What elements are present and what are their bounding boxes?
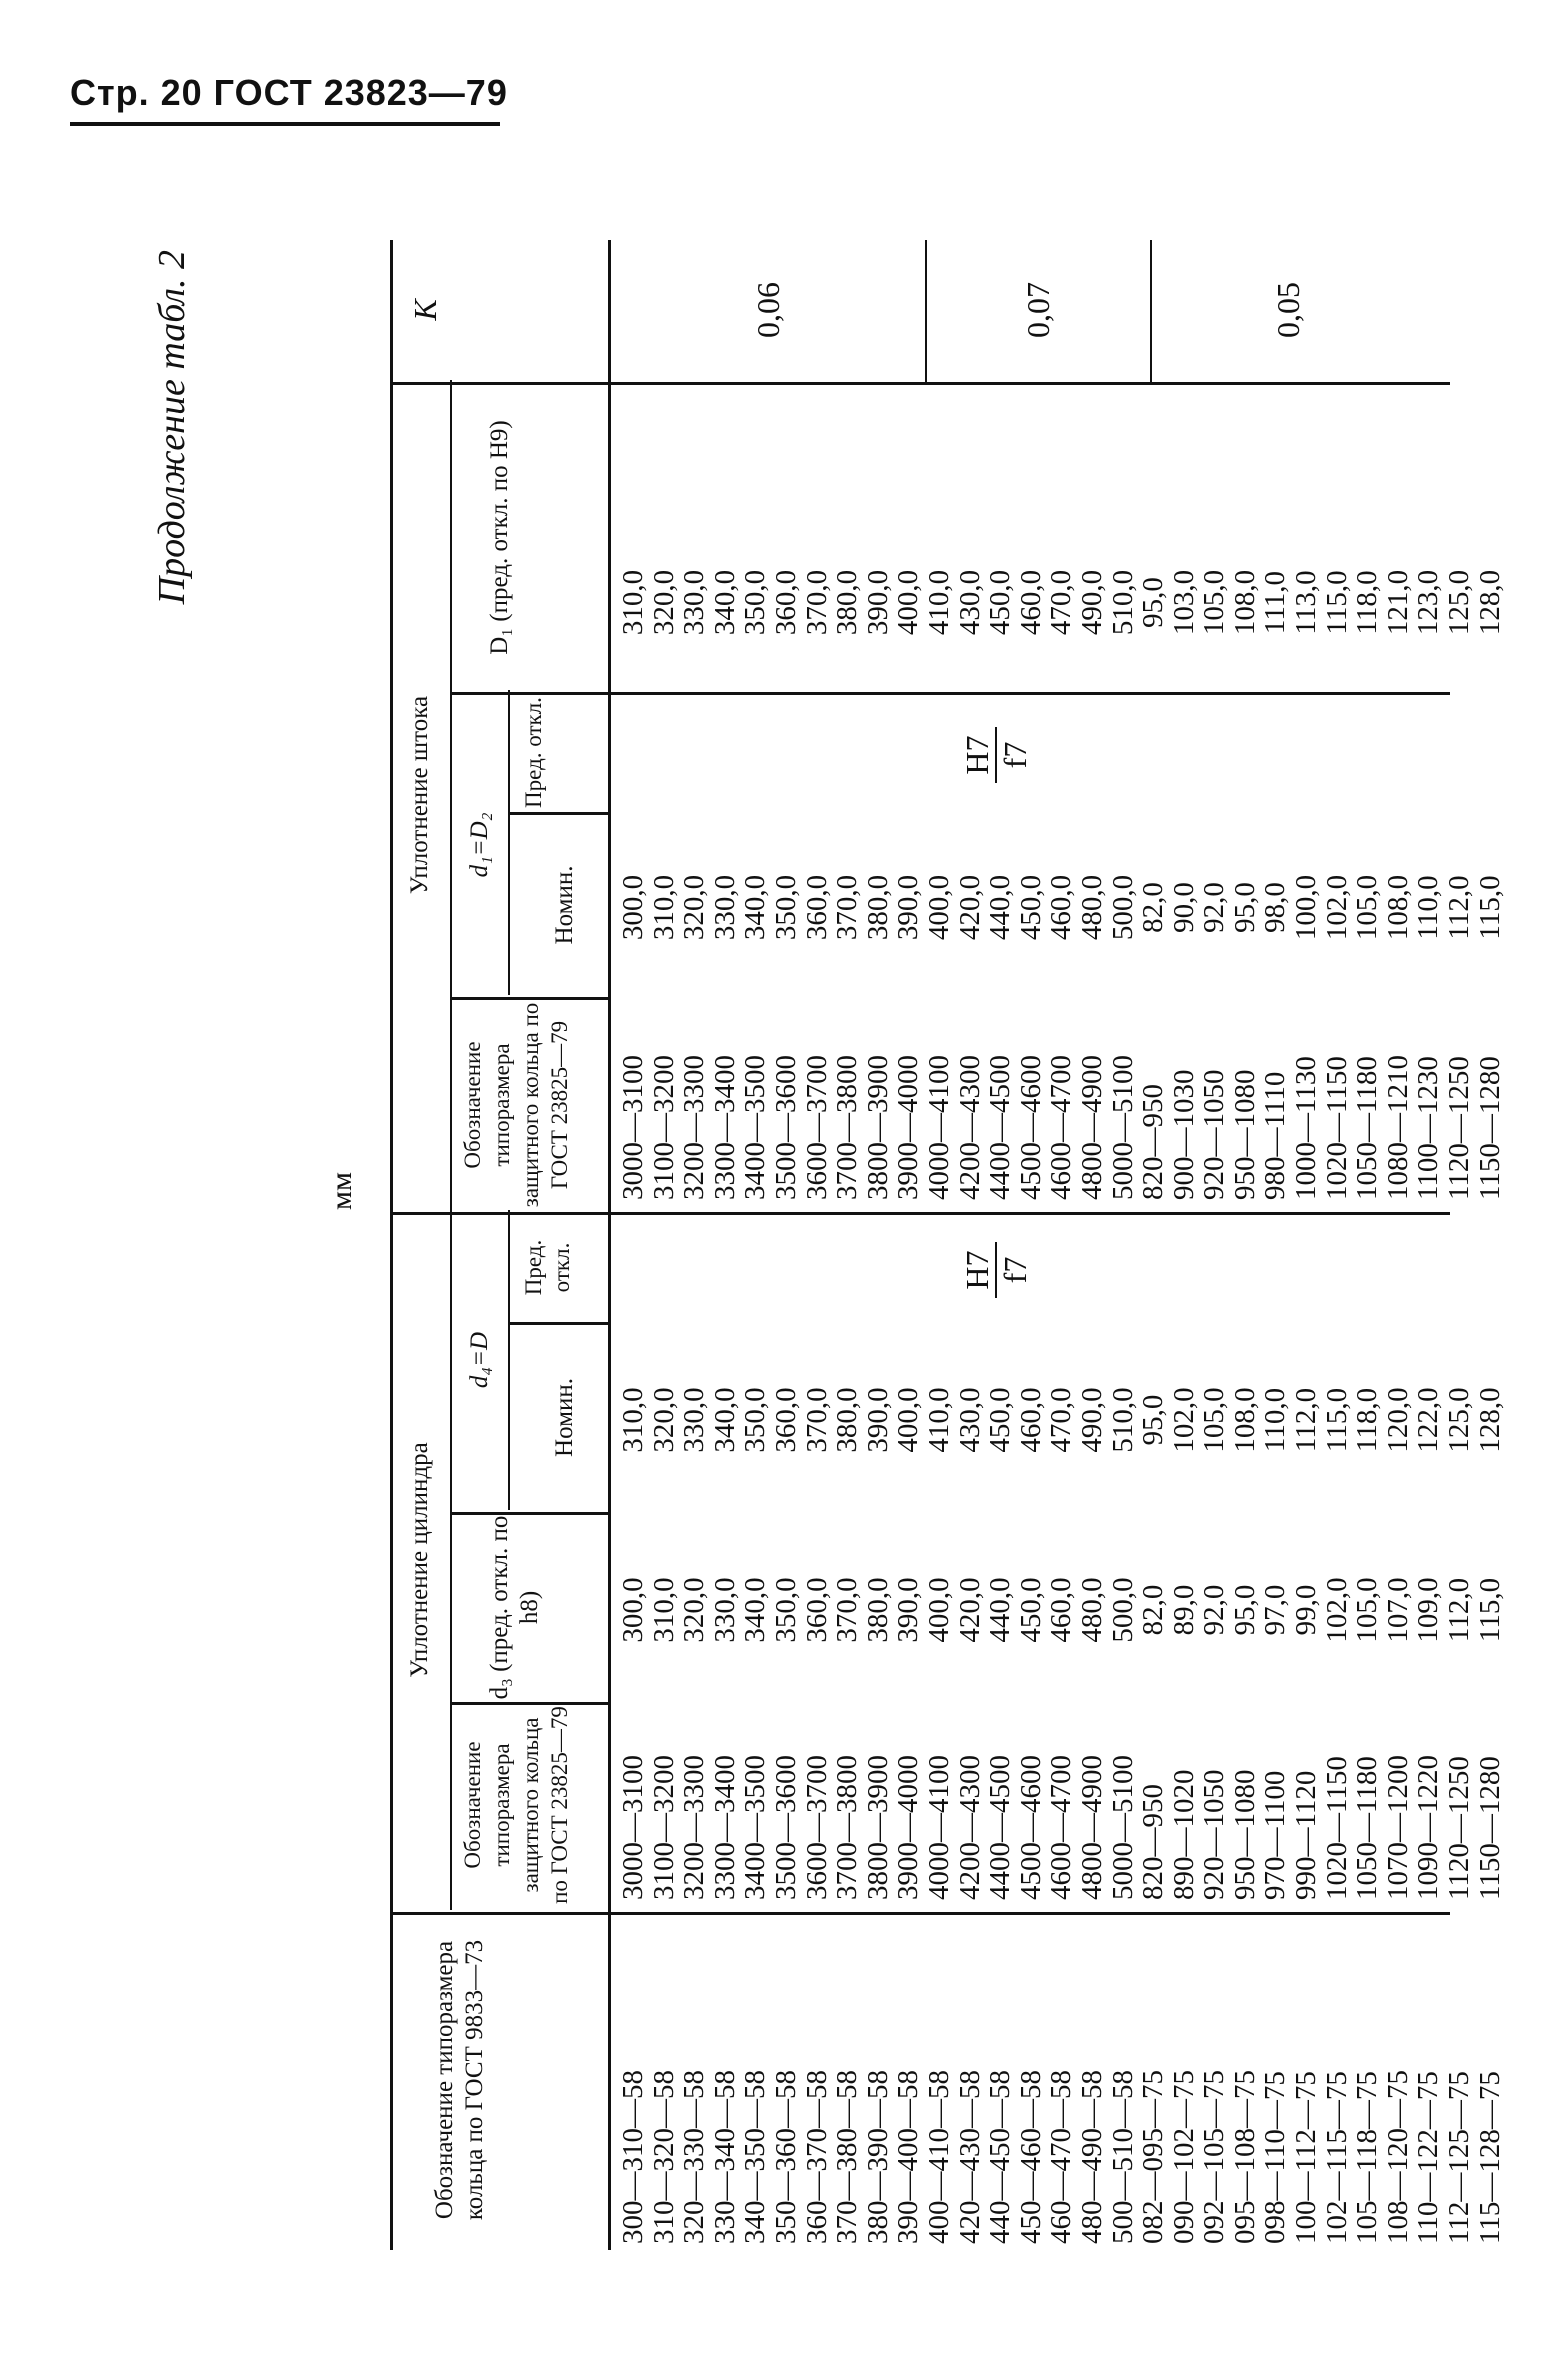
k-separator-1 xyxy=(925,240,927,382)
table-cell: 360—370—58 xyxy=(800,2070,833,2244)
vrule-9 xyxy=(390,382,1450,385)
table-cell: 440,0 xyxy=(984,1577,1017,1643)
table-cell: 090—102—75 xyxy=(1167,2070,1200,2244)
table-cell: 1080—1210 xyxy=(1381,1055,1414,1200)
table-cell: 110—122—75 xyxy=(1412,2071,1445,2244)
table-cell: 3200—3300 xyxy=(678,1055,711,1200)
table-cell: 990—1120 xyxy=(1290,1770,1323,1900)
table-cell: 890—1020 xyxy=(1167,1769,1200,1900)
table-cell: 370,0 xyxy=(831,1577,864,1643)
column-d1-nomin xyxy=(618,820,1505,995)
table-cell: 310,0 xyxy=(647,874,680,941)
table-cell: 390—400—58 xyxy=(892,2070,925,2244)
table-cell: 121,0 xyxy=(1381,569,1414,636)
table-cell: 128,0 xyxy=(1473,1387,1506,1453)
table-cell: 950—1080 xyxy=(1228,1769,1261,1900)
table-cell: 470,0 xyxy=(1045,569,1078,636)
d4-rule xyxy=(508,1210,510,1510)
table-cell: 310—320—58 xyxy=(647,2070,680,2244)
table-cell: 320,0 xyxy=(647,569,680,636)
table-cell: 450,0 xyxy=(984,1387,1017,1453)
table-cell: 360,0 xyxy=(800,1577,833,1643)
header-bottom-rule xyxy=(608,240,611,2250)
table-cell: 340—350—58 xyxy=(739,2070,772,2244)
table-cell: 115,0 xyxy=(1473,1577,1506,1643)
table-cell: 105,0 xyxy=(1198,1387,1231,1453)
table-cell: 500,0 xyxy=(1106,874,1139,941)
table-cell: 125,0 xyxy=(1443,1387,1476,1453)
header-tol-rod: Пред. откл. xyxy=(521,697,546,808)
group-rule xyxy=(450,380,452,1910)
unit-label: мм xyxy=(325,1172,358,1210)
table-cell: 3700—3800 xyxy=(831,1055,864,1200)
table-cell: 4200—4300 xyxy=(953,1755,986,1900)
table-caption: Продолжение табл. 2 xyxy=(151,250,193,605)
table-cell: 103,0 xyxy=(1167,569,1200,636)
table-cell: 115,0 xyxy=(1473,875,1506,940)
table-cell: 118,0 xyxy=(1351,570,1384,635)
table-cell: 420,0 xyxy=(953,874,986,941)
table-cell: 490,0 xyxy=(1075,1387,1108,1453)
table-cell: 3300—3400 xyxy=(708,1755,741,1900)
table-cell: 123,0 xyxy=(1412,569,1445,636)
table-cell: 1020—1150 xyxy=(1320,1756,1353,1900)
table-cell: 340,0 xyxy=(739,1577,772,1643)
table-cell: 111,0 xyxy=(1259,570,1292,635)
table-cell: 460,0 xyxy=(1045,874,1078,941)
table-cell: 380,0 xyxy=(831,1387,864,1453)
table-cell: 460—470—58 xyxy=(1045,2070,1078,2244)
table-cell: 300—310—58 xyxy=(617,2070,649,2244)
table-cell: 3500—3600 xyxy=(769,1755,802,1900)
table-cell: 3000—3100 xyxy=(617,1755,649,1900)
table-cell: 430,0 xyxy=(953,1387,986,1453)
table-cell: 110,0 xyxy=(1412,875,1445,940)
table-cell: 4600—4700 xyxy=(1045,1755,1078,1900)
table-cell: 4500—4600 xyxy=(1014,1055,1047,1200)
table-cell: 1120—1250 xyxy=(1443,1756,1476,1900)
table-cell: 4800—4900 xyxy=(1075,1755,1108,1900)
table-cell: 3900—4000 xyxy=(892,1755,925,1900)
table-cell: 1000—1130 xyxy=(1290,1056,1323,1200)
table-cell: 102—115—75 xyxy=(1320,2071,1353,2244)
table-cell: 950—1080 xyxy=(1228,1069,1261,1200)
table-cell: 3900—4000 xyxy=(892,1055,925,1200)
table-cell: 107,0 xyxy=(1381,1577,1414,1643)
page-header: Стр. 20 ГОСТ 23823—79 xyxy=(70,72,508,113)
table-cell: 92,0 xyxy=(1198,1584,1231,1636)
table-cell: 3200—3300 xyxy=(678,1755,711,1900)
table-cell: 440—450—58 xyxy=(984,2070,1017,2244)
k-separator-2 xyxy=(1150,240,1152,382)
table-cell: 350,0 xyxy=(739,569,772,636)
table-cell: 510,0 xyxy=(1106,1387,1139,1453)
tolerance-rod-bottom: f7 xyxy=(997,741,1033,769)
table-cell: 4800—4900 xyxy=(1075,1055,1108,1200)
table-cell: 920—1050 xyxy=(1198,1769,1231,1900)
header-d3: d₃ (пред. откл. по h8) xyxy=(486,1515,543,1700)
table-cell: 450,0 xyxy=(1014,1577,1047,1643)
table-cell: 500,0 xyxy=(1106,1577,1139,1643)
table-cell: 480—490—58 xyxy=(1075,2070,1108,2244)
table-cell: 300,0 xyxy=(617,874,649,941)
tolerance-rod xyxy=(960,715,1032,795)
table-cell: 820—950 xyxy=(1137,1084,1170,1200)
table-cell: 108—120—75 xyxy=(1381,2070,1414,2244)
table-cell: 108,0 xyxy=(1381,874,1414,941)
table-cell: 118,0 xyxy=(1351,1387,1384,1453)
tolerance-rod-top: H7 xyxy=(959,735,995,775)
table-cell: 450,0 xyxy=(984,569,1017,636)
rotated-table-page xyxy=(150,240,1506,2250)
table-cell: 90,0 xyxy=(1167,882,1200,933)
table-cell: 4000—4100 xyxy=(922,1755,955,1900)
table-cell: 340,0 xyxy=(708,1387,741,1453)
table-cell: 3400—3500 xyxy=(739,1755,772,1900)
table-top-rule xyxy=(390,240,393,2250)
table-cell: 400,0 xyxy=(892,569,925,636)
table-cell: 380,0 xyxy=(861,874,894,941)
table-cell: 082—095—75 xyxy=(1137,2070,1170,2244)
table-cell: 350,0 xyxy=(739,1387,772,1453)
table-cell: 300,0 xyxy=(617,1577,649,1643)
table-cell: 400,0 xyxy=(922,874,955,941)
table-cell: 4500—4600 xyxy=(1014,1755,1047,1900)
table-cell: 400,0 xyxy=(922,1577,955,1643)
table-cell: 350,0 xyxy=(769,874,802,941)
column-d4-nomin xyxy=(618,1330,1505,1510)
table-cell: 370,0 xyxy=(831,874,864,941)
table-cell: 3400—3500 xyxy=(739,1055,772,1200)
table-cell: 450—460—58 xyxy=(1014,2070,1047,2244)
table-cell: 105,0 xyxy=(1351,1577,1384,1643)
table-cell: 390,0 xyxy=(892,1577,925,1643)
tolerance-cyl xyxy=(960,1230,1032,1310)
table-cell: 470,0 xyxy=(1045,1387,1078,1453)
header-protective-cyl: Обозначение типоразмера защитного кольца по ГОСТ 23825—79 xyxy=(460,1706,572,1904)
table-cell: 920—1050 xyxy=(1198,1069,1231,1200)
table-cell: 360,0 xyxy=(769,569,802,636)
table-cell: 3100—3200 xyxy=(647,1755,680,1900)
table-cell: 820—950 xyxy=(1137,1784,1170,1900)
table-cell: 330,0 xyxy=(708,874,741,941)
table-cell: 102,0 xyxy=(1320,874,1353,941)
table-cell: 310,0 xyxy=(617,1387,649,1453)
table-cell: 970—1100 xyxy=(1259,1770,1292,1900)
table-cell: 390,0 xyxy=(892,874,925,941)
table-cell: 115,0 xyxy=(1320,570,1353,635)
table-cell: 4600—4700 xyxy=(1045,1055,1078,1200)
k-value-3: 0,05 xyxy=(1270,282,1306,338)
table-cell: 320,0 xyxy=(678,1577,711,1643)
column-ring-designation xyxy=(618,1914,1505,2250)
table-cell: 108,0 xyxy=(1228,569,1261,636)
table-cell: 3600—3700 xyxy=(800,1055,833,1200)
table-cell: 5000—5100 xyxy=(1106,1755,1139,1900)
table-cell: 112,0 xyxy=(1443,1577,1476,1643)
k-value-2: 0,07 xyxy=(1020,282,1056,338)
table-cell: 440,0 xyxy=(984,874,1017,941)
table-cell: 4400—4500 xyxy=(984,1755,1017,1900)
table-cell: 113,0 xyxy=(1290,570,1323,635)
table-cell: 92,0 xyxy=(1198,882,1231,933)
header-rod-group: Уплотнение штока xyxy=(406,695,433,895)
table-cell: 360,0 xyxy=(769,1387,802,1453)
table-cell: 980—1110 xyxy=(1259,1071,1292,1200)
table-cell: 460,0 xyxy=(1014,1387,1047,1453)
table-cell: 3800—3900 xyxy=(861,1755,894,1900)
table-cell: 480,0 xyxy=(1075,1577,1108,1643)
tolerance-cyl-bottom: f7 xyxy=(997,1256,1033,1284)
table-cell: 3100—3200 xyxy=(647,1055,680,1200)
header-tol-cyl: Пред. откл. xyxy=(521,1239,574,1296)
table-cell: 092—105—75 xyxy=(1198,2070,1231,2244)
table-cell: 460,0 xyxy=(1045,1577,1078,1643)
table-cell: 310,0 xyxy=(647,1577,680,1643)
table-cell: 350,0 xyxy=(769,1577,802,1643)
table-cell: 112,0 xyxy=(1443,875,1476,940)
tolerance-cyl-top: H7 xyxy=(959,1250,995,1290)
table-cell: 100,0 xyxy=(1290,874,1323,941)
table-cell: 112—125—75 xyxy=(1443,2071,1476,2244)
table-cell: 99,0 xyxy=(1290,1584,1323,1636)
table-cell: 330,0 xyxy=(678,1387,711,1453)
table-cell: 340,0 xyxy=(708,569,741,636)
table-cell: 110,0 xyxy=(1259,1387,1292,1453)
table-cell: 109,0 xyxy=(1412,1577,1445,1643)
table-cell: 120,0 xyxy=(1381,1387,1414,1453)
table-cell: 1050—1180 xyxy=(1351,1756,1384,1900)
table-cell: 112,0 xyxy=(1290,1387,1323,1453)
table-cell: 1070—1200 xyxy=(1381,1755,1414,1900)
table-cell: 3000—3100 xyxy=(617,1055,649,1200)
table-cell: 95,0 xyxy=(1137,577,1170,628)
table-cell: 1120—1250 xyxy=(1443,1056,1476,1200)
table-cell: 370,0 xyxy=(800,569,833,636)
table-cell: 430,0 xyxy=(953,569,986,636)
header-cylinder-group: Уплотнение цилиндра xyxy=(406,1442,433,1678)
table-cell: 400,0 xyxy=(892,1387,925,1453)
table-cell: 95,0 xyxy=(1228,882,1261,933)
table-cell: 360,0 xyxy=(800,874,833,941)
header-nomin-cyl: Номин. xyxy=(551,1378,578,1457)
table-cell: 100—112—75 xyxy=(1290,2071,1323,2244)
column-protective-rod xyxy=(618,995,1505,1210)
table-cell: 108,0 xyxy=(1228,1387,1261,1453)
table-cell: 98,0 xyxy=(1259,882,1292,933)
table-cell: 1150—1280 xyxy=(1473,1756,1506,1900)
k-value-1: 0,06 xyxy=(750,282,786,338)
table-cell: 330,0 xyxy=(678,569,711,636)
table-cell: 490,0 xyxy=(1075,569,1108,636)
header-D1: D₁ (пред. откл. по H9) xyxy=(486,420,513,655)
table-cell: 95,0 xyxy=(1137,1394,1170,1446)
table-cell: 128,0 xyxy=(1473,569,1506,636)
table-cell: 350—360—58 xyxy=(769,2070,802,2244)
table-cell: 420,0 xyxy=(953,1577,986,1643)
table-cell: 4000—4100 xyxy=(922,1055,955,1200)
table-cell: 390,0 xyxy=(861,569,894,636)
table-cell: 1050—1180 xyxy=(1351,1056,1384,1200)
table-cell: 115—128—75 xyxy=(1473,2071,1506,2244)
table-cell: 102,0 xyxy=(1320,1577,1353,1643)
table-cell: 320,0 xyxy=(647,1387,680,1453)
table-cell: 320—330—58 xyxy=(678,2070,711,2244)
table-cell: 82,0 xyxy=(1137,1584,1170,1636)
table-cell: 1020—1150 xyxy=(1320,1056,1353,1200)
table-cell: 310,0 xyxy=(617,569,649,636)
table-cell: 82,0 xyxy=(1137,882,1170,933)
table-cell: 115,0 xyxy=(1320,1387,1353,1453)
table-cell: 370—380—58 xyxy=(831,2070,864,2244)
table-cell: 400—410—58 xyxy=(922,2070,955,2244)
table-cell: 510,0 xyxy=(1106,569,1139,636)
table-cell: 380,0 xyxy=(861,1577,894,1643)
header-d4D: d₄=D xyxy=(466,1331,493,1389)
table-cell: 370,0 xyxy=(800,1387,833,1453)
vrule-8 xyxy=(450,692,1450,695)
column-D1 xyxy=(618,515,1505,690)
header-protective-rod: Обозначение типоразмера защитного кольца по ГОСТ 23825—79 xyxy=(460,1002,572,1208)
table-cell: 3700—3800 xyxy=(831,1755,864,1900)
header-nomin-rod: Номин. xyxy=(551,865,578,945)
table-cell: 500—510—58 xyxy=(1106,2070,1139,2244)
table-cell: 480,0 xyxy=(1075,874,1108,941)
table-cell: 420—430—58 xyxy=(953,2070,986,2244)
table-cell: 098—110—75 xyxy=(1259,2071,1292,2244)
table-cell: 330,0 xyxy=(708,1577,741,1643)
table-cell: 89,0 xyxy=(1167,1584,1200,1636)
table-cell: 1090—1220 xyxy=(1412,1755,1445,1900)
table-cell: 320,0 xyxy=(678,874,711,941)
table-cell: 330—340—58 xyxy=(708,2070,741,2244)
table-cell: 105—118—75 xyxy=(1351,2071,1384,2244)
table-cell: 4200—4300 xyxy=(953,1055,986,1200)
table-cell: 900—1030 xyxy=(1167,1069,1200,1200)
table-cell: 450,0 xyxy=(1014,874,1047,941)
header-rule xyxy=(70,122,500,126)
table-cell: 3800—3900 xyxy=(861,1055,894,1200)
table-cell: 5000—5100 xyxy=(1106,1055,1139,1200)
table-cell: 1100—1230 xyxy=(1412,1056,1445,1200)
table-cell: 410,0 xyxy=(922,1387,955,1453)
table-cell: 410,0 xyxy=(922,569,955,636)
table-cell: 95,0 xyxy=(1228,1584,1261,1636)
table-cell: 390,0 xyxy=(861,1387,894,1453)
header-d1D2: d₁=D₂ xyxy=(466,812,493,878)
table-cell: 122,0 xyxy=(1412,1387,1445,1453)
table-cell: 380,0 xyxy=(831,569,864,636)
table-cell: 1150—1280 xyxy=(1473,1056,1506,1200)
table-cell: 105,0 xyxy=(1351,874,1384,941)
table-cell: 97,0 xyxy=(1259,1584,1292,1636)
column-protective-cyl xyxy=(618,1695,1505,1910)
table-cell: 102,0 xyxy=(1167,1387,1200,1453)
header-ring-designation: Обозначение типоразмера кольца по ГОСТ 9833—73 xyxy=(431,1939,488,2221)
table-cell: 340,0 xyxy=(739,874,772,941)
table-cell: 380—390—58 xyxy=(861,2070,894,2244)
table-cell: 3500—3600 xyxy=(769,1055,802,1200)
table-cell: 460,0 xyxy=(1014,569,1047,636)
d1-rule xyxy=(508,690,510,995)
table-cell: 3300—3400 xyxy=(708,1055,741,1200)
table-cell: 4400—4500 xyxy=(984,1055,1017,1200)
table-cell: 3600—3700 xyxy=(800,1755,833,1900)
table-cell: 125,0 xyxy=(1443,569,1476,636)
table-cell: 095—108—75 xyxy=(1228,2070,1261,2244)
header-K: K xyxy=(407,299,443,321)
column-d3 xyxy=(618,1520,1505,1700)
data-table xyxy=(390,240,1506,2250)
table-cell: 105,0 xyxy=(1198,569,1231,636)
